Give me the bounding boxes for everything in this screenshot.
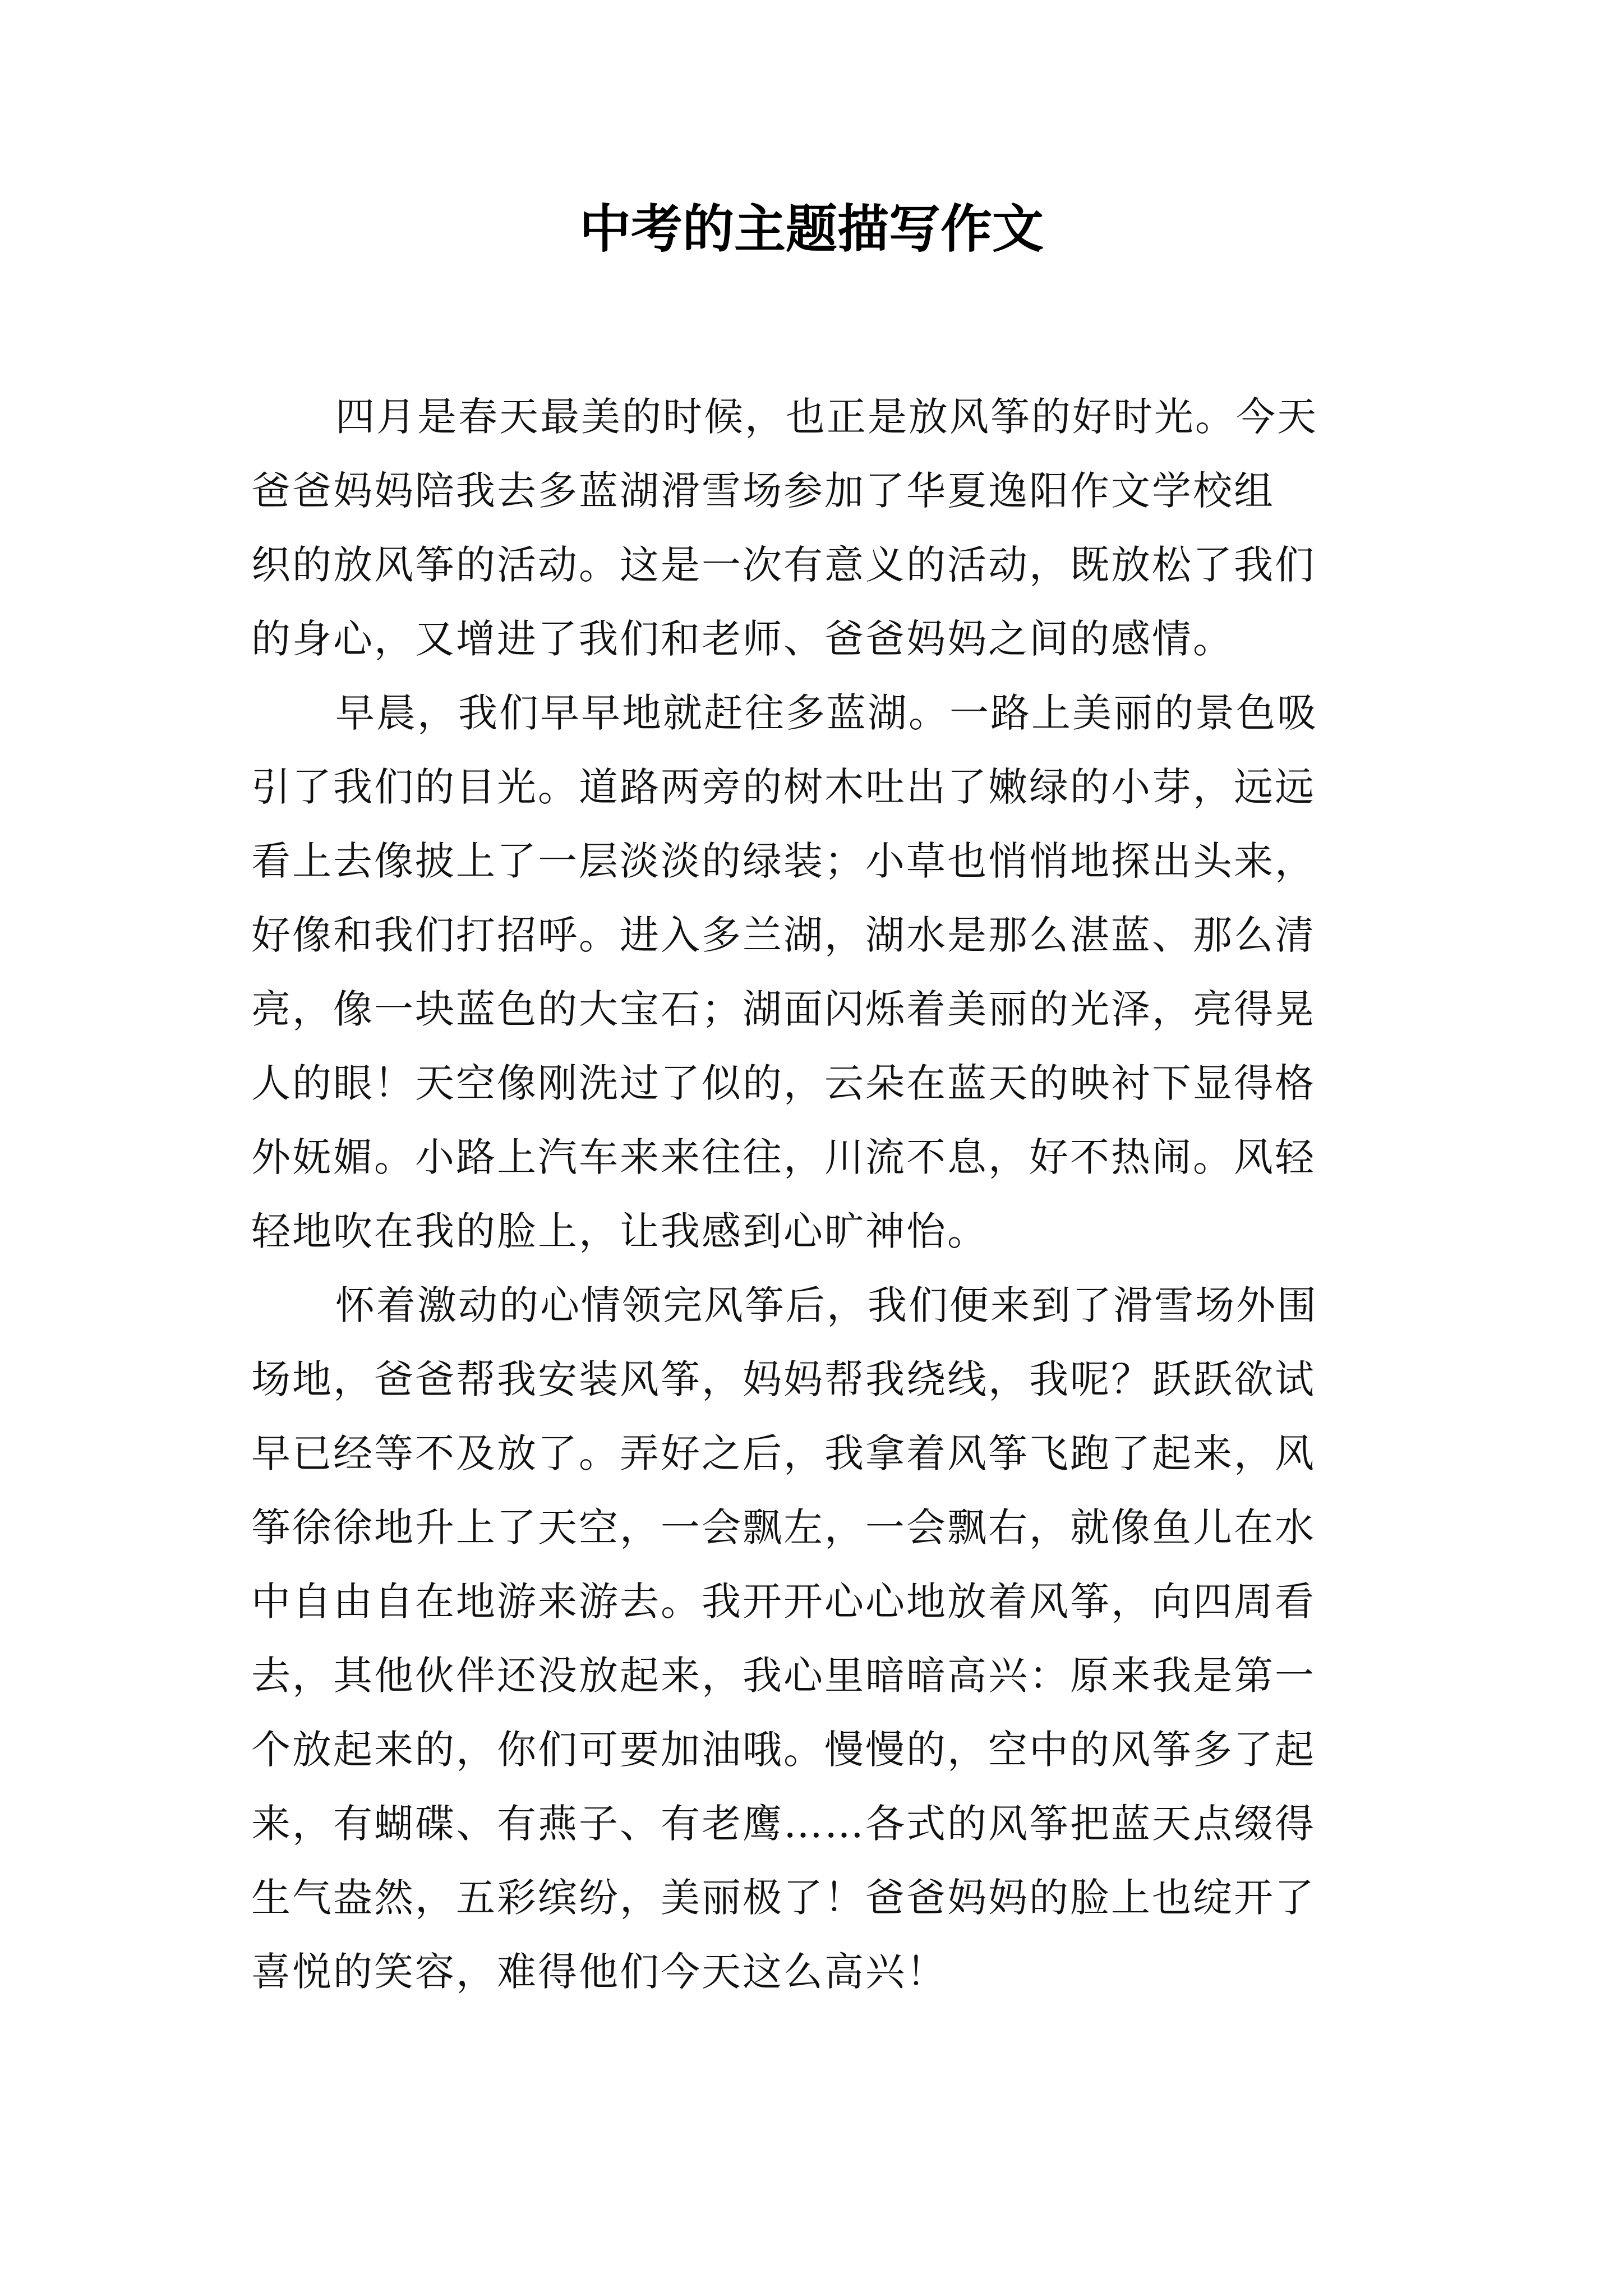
paragraph-2-line-8: 轻地吹在我的脸上，让我感到心旷神怡。	[251, 1208, 988, 1254]
paragraph-1-line-4: 的身心，又增进了我们和老师、爸爸妈妈之间的感情。	[251, 616, 1234, 662]
paragraph-3-line-5: 中自由自在地游来游去。我开开心心地放着风筝，向四周看	[251, 1579, 1316, 1625]
paragraph-2-line-7: 外妩媚。小路上汽车来来往往，川流不息，好不热闹。风轻	[251, 1134, 1316, 1180]
document-title: 中考的主题描写作文	[579, 199, 1044, 259]
paragraph-3-line-6: 去，其他伙伴还没放起来，我心里暗暗高兴：原来我是第一	[251, 1653, 1316, 1699]
paragraph-2-line-1: 早晨，我们早早地就赶往多蓝湖。一路上美丽的景色吸	[335, 690, 1318, 736]
paragraph-3-line-4: 筝徐徐地升上了天空，一会飘左，一会飘右，就像鱼儿在水	[251, 1504, 1316, 1550]
paragraph-2-line-3: 看上去像披上了一层淡淡的绿装；小草也悄悄地探出头来，	[251, 838, 1316, 884]
paragraph-2-line-4: 好像和我们打招呼。进入多兰湖，湖水是那么湛蓝、那么清	[251, 912, 1316, 958]
paragraph-3-line-10: 喜悦的笑容，难得他们今天这么高兴！	[251, 1949, 947, 1995]
paragraph-3-line-9: 生气盎然，五彩缤纷，美丽极了！爸爸妈妈的脸上也绽开了	[251, 1875, 1316, 1921]
paragraph-1-line-1: 四月是春天最美的时候，也正是放风筝的好时光。今天	[335, 394, 1318, 440]
paragraph-2-line-5: 亮，像一块蓝色的大宝石；湖面闪烁着美丽的光泽，亮得晃	[251, 986, 1316, 1032]
paragraph-2-line-6: 人的眼！天空像刚洗过了似的，云朵在蓝天的映衬下显得格	[251, 1060, 1316, 1106]
paragraph-1-line-3: 织的放风筝的活动。这是一次有意义的活动，既放松了我们	[251, 542, 1316, 588]
paragraph-3-line-7: 个放起来的，你们可要加油哦。慢慢的，空中的风筝多了起	[251, 1727, 1316, 1773]
paragraph-1-line-2: 爸爸妈妈陪我去多蓝湖滑雪场参加了华夏逸阳作文学校组	[251, 468, 1275, 514]
essay-body	[251, 380, 1373, 2009]
paragraph-3-line-8: 来，有蝴碟、有燕子、有老鹰……各式的风筝把蓝天点缀得	[251, 1801, 1316, 1847]
paragraph-2-line-2: 引了我们的目光。道路两旁的树木吐出了嫩绿的小芽，远远	[251, 764, 1316, 810]
paragraph-3-line-1: 怀着激动的心情领完风筝后，我们便来到了滑雪场外围	[335, 1282, 1318, 1328]
paragraph-3-line-3: 早已经等不及放了。弄好之后，我拿着风筝飞跑了起来，风	[251, 1430, 1316, 1476]
paragraph-3-line-2: 场地，爸爸帮我安装风筝，妈妈帮我绕线，我呢？跃跃欲试	[251, 1356, 1316, 1402]
